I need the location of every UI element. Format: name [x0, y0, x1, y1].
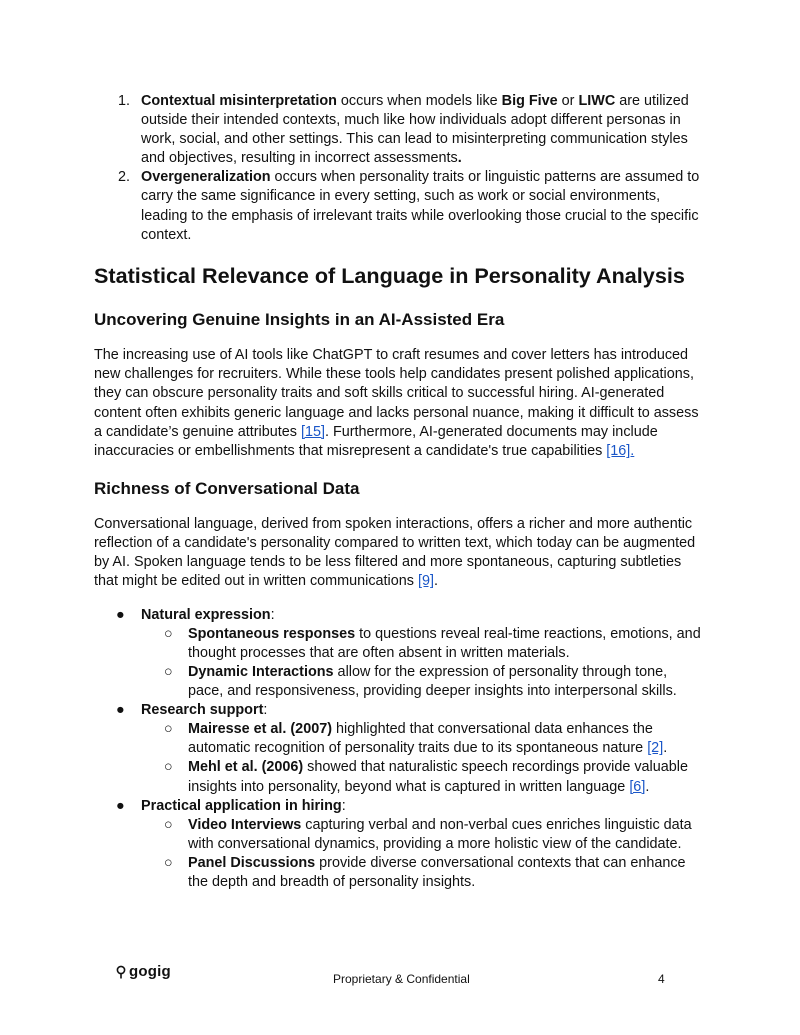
- bullet-circle-icon: ○: [164, 854, 173, 871]
- paragraph-text: . Furthermore, AI-generated documents may include inaccuracies or embellishments that misrepresent a candidate's true capabilities: [94, 423, 658, 460]
- paragraph: [94, 515, 706, 592]
- gogig-logo: [116, 963, 171, 980]
- bullet-circle-icon: ○: [164, 816, 173, 833]
- term-bold: Mehl et al. (2006): [188, 759, 304, 776]
- sub-item-text: to questions reveal real-time reactions, emotions, and thought processes that are often absent in written materials.: [188, 625, 701, 661]
- sub-list: [141, 720, 706, 796]
- list-item: [94, 168, 706, 244]
- list-text: or: [557, 93, 579, 109]
- confidentiality-note: Proprietary & Confidential: [333, 972, 470, 986]
- section-heading: Uncovering Genuine Insights in an AI-Assisted Era: [94, 309, 505, 329]
- sub-item-text: capturing verbal and non-verbal cues enriches linguistic data with conversational dynamics, providing a more holistic view of the candidate.: [188, 816, 692, 852]
- sub-list-item: [141, 816, 706, 854]
- term-bold: Mairesse et al. (2007): [188, 721, 332, 738]
- bullet-circle-icon: ○: [164, 721, 173, 738]
- term-bold: Spontaneous responses: [188, 625, 356, 642]
- citation-link[interactable]: [9]: [417, 573, 434, 590]
- term-bold: Panel Discussions: [188, 854, 316, 871]
- paragraph-text: Conversational language, derived from spoken interactions, offers a richer and more authentic reflection of a candidate's personality compared to written text, which today can be augmented by AI. Spoken language tends to be less filtered and more spontaneous, capturing subtleties that might be edited out in written communications: [94, 515, 696, 590]
- bullet-colon: :: [263, 702, 268, 719]
- list-item: [94, 701, 706, 796]
- bullet-circle-icon: ○: [164, 664, 173, 680]
- sub-list-item: [141, 758, 706, 796]
- numbered-list: [94, 92, 706, 245]
- bullet-dot-icon: ●: [116, 702, 125, 719]
- location-pin-icon: [116, 965, 126, 979]
- bullet-colon: :: [270, 606, 275, 623]
- logo-text: gogig: [129, 963, 171, 980]
- bullet-label: Research support: [141, 702, 264, 719]
- citation-link[interactable]: [16].: [606, 443, 635, 460]
- sub-list-item: [141, 663, 706, 701]
- bullet-circle-icon: ○: [164, 759, 173, 776]
- term-bold: Contextual misinterpretation: [141, 93, 337, 109]
- sub-item-text: allow for the expression of personality through tone, pace, and responsiveness, providing deeper insights into interpersonal skills.: [188, 664, 677, 700]
- term-bold: Big Five: [501, 93, 558, 109]
- term-bold: LIWC: [578, 93, 616, 109]
- section-heading: Richness of Conversational Data: [94, 478, 360, 498]
- bullet-label: Practical application in hiring: [141, 797, 342, 814]
- page-footer: [0, 963, 800, 993]
- bullet-label: Natural expression: [141, 606, 271, 623]
- bullet-circle-icon: ○: [164, 625, 173, 642]
- bullet-dot-icon: ●: [116, 797, 125, 814]
- citation-link[interactable]: [15]: [300, 423, 325, 440]
- sub-item-text-end: .: [645, 778, 650, 795]
- list-number: 1.: [118, 93, 131, 109]
- bullet-dot-icon: ●: [116, 606, 125, 623]
- list-text: occurs when models like: [336, 93, 502, 109]
- list-text-end: .: [457, 150, 462, 167]
- document-page: [94, 92, 706, 892]
- list-text: occurs when personality traits or linguistic patterns are assumed to carry the same significance in every setting, such as work or social environments, leading to the emphasis of irrelevant traits while overlooking those crucial to the specific context.: [141, 169, 700, 243]
- sub-list: [141, 625, 706, 701]
- sub-item-text: provide diverse conversational contexts that can enhance the depth and breadth of personality insights.: [188, 854, 686, 891]
- sub-item-text-end: .: [663, 740, 668, 757]
- term-bold: Dynamic Interactions: [188, 664, 334, 680]
- page-number: 4: [658, 972, 665, 986]
- citation-link[interactable]: [6]: [629, 778, 646, 795]
- paragraph-text: The increasing use of AI tools like ChatGPT to craft resumes and cover letters has introduced new challenges for recruiters. While these tools help candidates present polished applications, they can obscure personality traits and soft skills critical to successful hiring. AI-generated content often exhibits generic language and lacks personal nuance, making it difficult to assess a candidate’s genuine attributes: [94, 346, 699, 440]
- list-item: [94, 606, 706, 701]
- paragraph-text: .: [433, 573, 438, 590]
- bullet-colon: :: [341, 797, 346, 814]
- sub-list-item: [141, 720, 706, 758]
- sub-item-text: showed that naturalistic speech recordings provide valuable insights into personality, beyond what is captured in written language: [188, 759, 688, 795]
- main-heading: Statistical Relevance of Language in Personality Analysis: [94, 262, 685, 288]
- sub-item-text: highlighted that conversational data enhances the automatic recognition of personality traits due to its spontaneous nature: [188, 721, 653, 757]
- paragraph: [94, 346, 706, 462]
- term-bold: Video Interviews: [188, 816, 302, 833]
- term-bold: Overgeneralization: [141, 169, 271, 186]
- sub-list-item: [141, 625, 706, 663]
- bullet-list: [94, 606, 706, 892]
- list-text: are utilized outside their intended contexts, much like how individuals adopt different personas in work, social, and other settings. This can lead to misinterpreting communication styles and objectives, resulting in incorrect assessments: [141, 93, 689, 167]
- list-number: 2.: [118, 169, 131, 186]
- sub-list-item: [141, 854, 706, 892]
- list-item: [94, 92, 706, 168]
- citation-link[interactable]: [2]: [647, 740, 664, 757]
- list-item: [94, 797, 706, 892]
- sub-list: [141, 816, 706, 892]
